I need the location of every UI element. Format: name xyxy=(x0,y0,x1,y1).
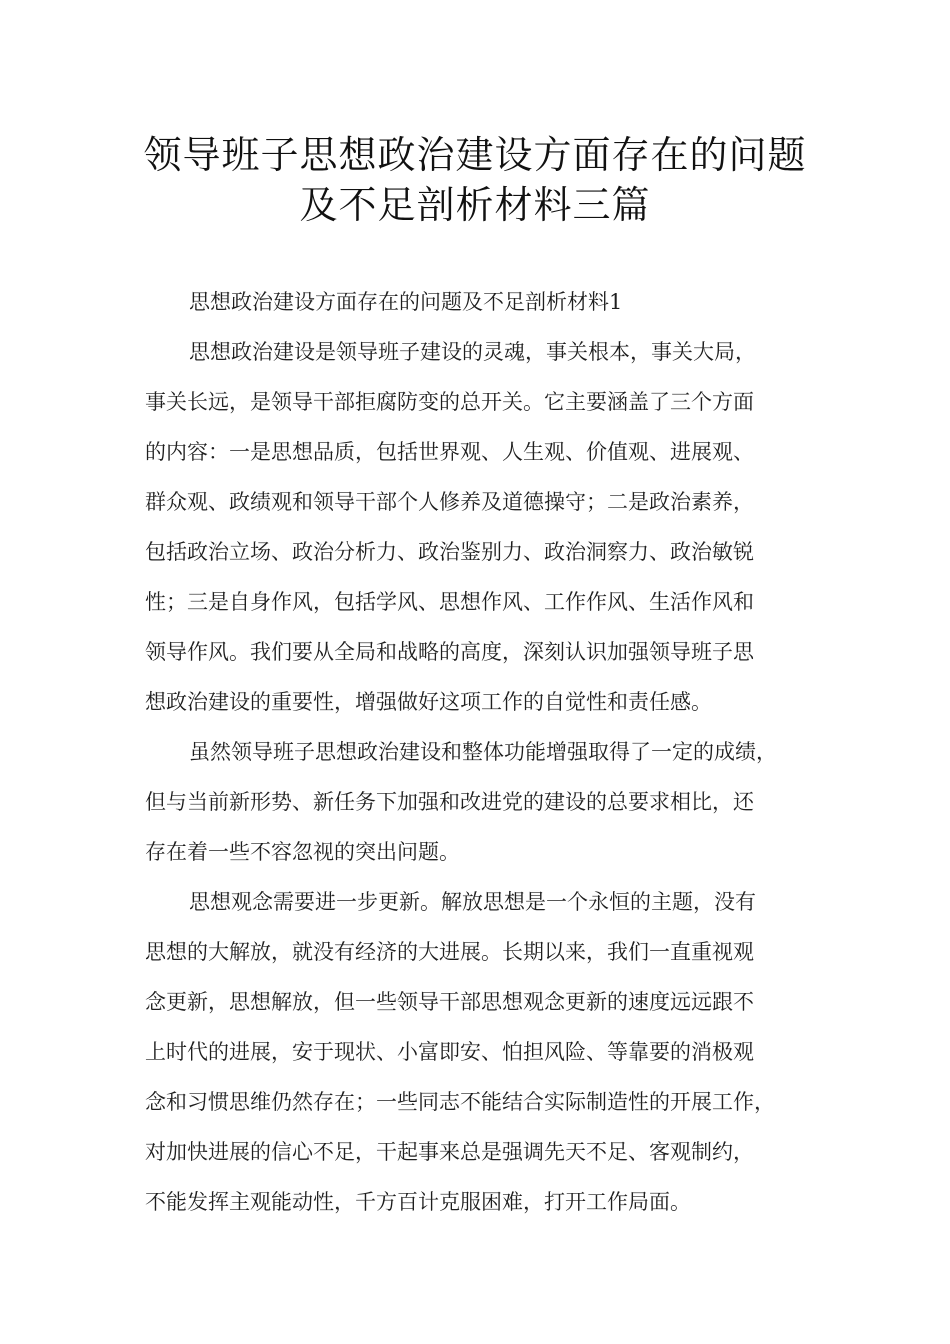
paragraph-3 xyxy=(145,877,835,1227)
paragraph-2-line: 虽然领导班子思想政治建设和整体功能增强取得了一定的成绩， xyxy=(189,740,777,764)
paragraph-3-line: 念更新，思想解放，但一些领导干部思想观念更新的速度远远跟不 xyxy=(145,990,754,1014)
paragraph-1-line: 领导作风。我们要从全局和战略的高度，深刻认识加强领导班子思 xyxy=(145,640,754,664)
paragraph-1-line: 事关长远，是领导干部拒腐防变的总开关。它主要涵盖了三个方面 xyxy=(145,390,754,414)
document-title-line-1: 领导班子思想政治建设方面存在的问题 xyxy=(143,133,807,177)
section-heading: 思想政治建设方面存在的问题及不足剖析材料1 xyxy=(189,290,623,314)
paragraph-3-line: 上时代的进展，安于现状、小富即安、怕担风险、等靠要的消极观 xyxy=(145,1040,754,1064)
paragraph-2-line: 存在着一些不容忽视的突出问题。 xyxy=(145,840,460,864)
paragraph-1-line: 的内容：一是思想品质，包括世界观、人生观、价值观、进展观、 xyxy=(145,440,754,464)
paragraph-3-line: 思想的大解放，就没有经济的大进展。长期以来，我们一直重视观 xyxy=(145,940,754,964)
paragraph-1-line: 性；三是自身作风，包括学风、思想作风、工作作风、生活作风和 xyxy=(145,590,754,614)
paragraph-1 xyxy=(145,327,835,727)
paragraph-1-line: 思想政治建设是领导班子建设的灵魂，事关根本，事关大局， xyxy=(189,340,756,364)
paragraph-3-line: 对加快进展的信心不足，干起事来总是强调先天不足、客观制约， xyxy=(145,1140,754,1164)
paragraph-3-line: 念和习惯思维仍然存在；一些同志不能结合实际制造性的开展工作， xyxy=(145,1090,775,1114)
paragraph-1-line: 想政治建设的重要性，增强做好这项工作的自觉性和责任感。 xyxy=(145,690,712,714)
paragraph-3-line: 不能发挥主观能动性，千方百计克服困难，打开工作局面。 xyxy=(145,1190,691,1214)
paragraph-1-line: 群众观、政绩观和领导干部个人修养及道德操守；二是政治素养， xyxy=(145,490,754,514)
paragraph-2-line: 但与当前新形势、新任务下加强和改进党的建设的总要求相比，还 xyxy=(145,790,754,814)
document-title-line-2: 及不足剖析材料三篇 xyxy=(299,183,651,227)
paragraph-1-line: 包括政治立场、政治分析力、政治鉴别力、政治洞察力、政治敏锐 xyxy=(145,540,754,564)
paragraph-2 xyxy=(145,727,835,877)
paragraph-3-line: 思想观念需要进一步更新。解放思想是一个永恒的主题，没有 xyxy=(189,890,756,914)
